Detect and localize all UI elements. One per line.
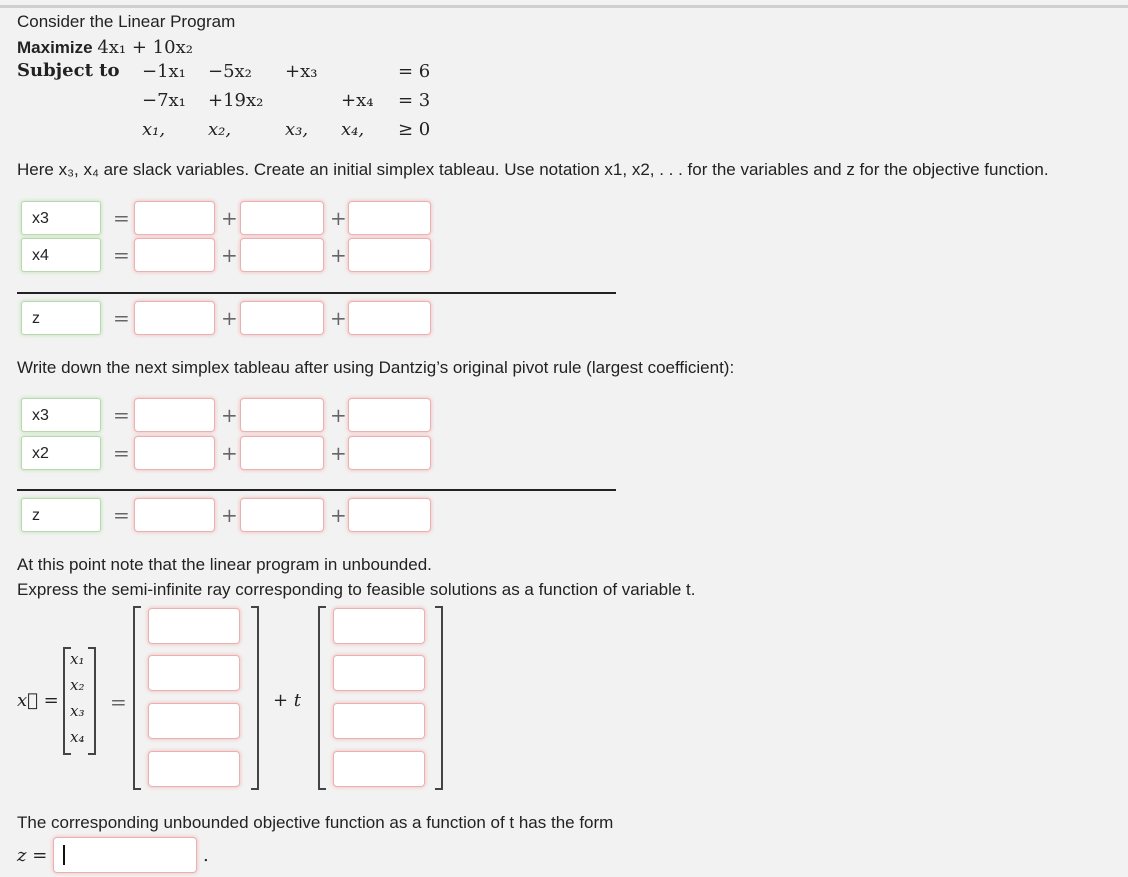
t1-row1-coef1-input[interactable]	[240, 201, 324, 235]
t2-row2-const-input[interactable]	[134, 436, 215, 470]
dir-right-bracket	[435, 606, 443, 790]
instruction-pivot: Write down the next simplex tableau after using Dantzig’s original pivot rule (largest coefficient):	[17, 358, 735, 377]
t1-obj-eq: =	[113, 306, 130, 330]
nn-x3: x₃,	[285, 119, 309, 140]
t2-obj-plus1: +	[221, 503, 238, 527]
t2-row2-plus2: +	[330, 441, 347, 465]
ray-base-x3-input[interactable]	[148, 703, 240, 739]
t1-row1-eq: =	[113, 206, 130, 230]
objective-form-text: The corresponding unbounded objective function as a function of t has the form	[17, 813, 614, 832]
t1-row1-coef2-input[interactable]	[348, 201, 431, 235]
t1-obj-coef2-input[interactable]	[348, 301, 431, 335]
t1-row2-plus1: +	[221, 243, 238, 267]
ray-eq: =	[110, 690, 127, 714]
t2-obj-eq: =	[113, 503, 130, 527]
t2-obj-coef2-input[interactable]	[348, 498, 431, 532]
c2-x2: +19x₂	[208, 90, 264, 111]
c2-rhs: = 3	[398, 90, 431, 111]
ray-dir-x1-input[interactable]	[333, 608, 425, 644]
base-right-bracket	[251, 606, 259, 790]
subject-to-label: Subject to	[17, 60, 120, 81]
t2-row2-coef2-input[interactable]	[348, 436, 431, 470]
t2-row1-eq: =	[113, 403, 130, 427]
t2-obj-const-input[interactable]	[134, 498, 215, 532]
ray-lhs: x⃗ =	[17, 690, 59, 711]
objective-expression: 4x₁ + 10x₂	[97, 37, 193, 58]
ray-base-x2-input[interactable]	[148, 655, 240, 691]
ray-dir-x2-input[interactable]	[333, 655, 425, 691]
t1-obj-plus2: +	[330, 306, 347, 330]
ray-var-x1: x₁	[70, 650, 85, 668]
t1-row2-plus2: +	[330, 243, 347, 267]
ray-dir-x4-input[interactable]	[333, 751, 425, 787]
c1-rhs: = 6	[398, 61, 431, 82]
text-cursor	[63, 845, 65, 865]
nn-x2: x₂,	[208, 119, 232, 140]
t2-row1-coef1-input[interactable]	[240, 398, 324, 432]
t1-row1-const-input[interactable]	[134, 201, 215, 235]
c1-x1: −1x₁	[142, 61, 186, 82]
t2-row2-basic-var[interactable]: x2	[21, 436, 101, 470]
t2-obj-coef1-input[interactable]	[240, 498, 324, 532]
t1-row2-basic-var[interactable]: x4	[21, 238, 101, 272]
ray-dir-x3-input[interactable]	[333, 703, 425, 739]
instruction-tableau: Here x₃, x₄ are slack variables. Create an initial simplex tableau. Use notation x1, x2, . . . for the variables and z for the objective function.	[17, 160, 1049, 179]
t2-obj-plus2: +	[330, 503, 347, 527]
c2-x4: +x₄	[341, 90, 374, 111]
c1-x3: +x₃	[285, 61, 318, 82]
t2-row2-eq: =	[113, 441, 130, 465]
intro-title: Consider the Linear Program	[17, 12, 236, 31]
t1-row2-coef2-input[interactable]	[348, 238, 431, 272]
maximize-label: Maximize	[17, 38, 93, 57]
t1-row1-plus2: +	[330, 206, 347, 230]
t2-row1-plus2: +	[330, 403, 347, 427]
t1-row2-const-input[interactable]	[134, 238, 215, 272]
nn-x1: x₁,	[142, 119, 166, 140]
nn-rhs: ≥ 0	[398, 119, 431, 140]
t2-row1-coef2-input[interactable]	[348, 398, 431, 432]
c1-x2: −5x₂	[208, 61, 252, 82]
t1-row1-plus1: +	[221, 206, 238, 230]
ray-plus-t: + t	[273, 690, 302, 711]
z-lhs: z =	[17, 845, 48, 866]
ray-instruction: Express the semi-infinite ray corresponding to feasible solutions as a function of variable t.	[17, 580, 696, 599]
dir-left-bracket	[318, 606, 326, 790]
t1-row2-eq: =	[113, 243, 130, 267]
z-period: .	[203, 845, 209, 866]
ray-var-x4: x₄	[70, 728, 85, 746]
ray-base-x4-input[interactable]	[148, 751, 240, 787]
t1-obj-plus1: +	[221, 306, 238, 330]
t1-divider	[17, 292, 616, 294]
c2-x1: −7x₁	[142, 90, 186, 111]
vars-right-bracket	[88, 647, 96, 755]
nn-x4: x₄,	[341, 119, 365, 140]
t2-row1-const-input[interactable]	[134, 398, 215, 432]
ray-base-x1-input[interactable]	[148, 608, 240, 644]
t2-divider	[17, 489, 616, 491]
t1-obj-const-input[interactable]	[134, 301, 215, 335]
t2-row2-coef1-input[interactable]	[240, 436, 324, 470]
t1-objective-var[interactable]: z	[21, 301, 101, 335]
objective-line	[17, 37, 193, 58]
z-of-t-input[interactable]	[53, 837, 197, 873]
base-left-bracket	[133, 606, 141, 790]
t2-objective-var[interactable]: z	[21, 498, 101, 532]
t1-row1-basic-var[interactable]: x3	[21, 201, 101, 235]
t2-row1-plus1: +	[221, 403, 238, 427]
t1-row2-coef1-input[interactable]	[240, 238, 324, 272]
t2-row2-plus1: +	[221, 441, 238, 465]
ray-var-x3: x₃	[70, 702, 85, 720]
unbounded-note: At this point note that the linear program in unbounded.	[17, 555, 432, 574]
t2-row1-basic-var[interactable]: x3	[21, 398, 101, 432]
top-divider	[0, 5, 1128, 8]
t1-obj-coef1-input[interactable]	[240, 301, 324, 335]
ray-var-x2: x₂	[70, 676, 85, 694]
